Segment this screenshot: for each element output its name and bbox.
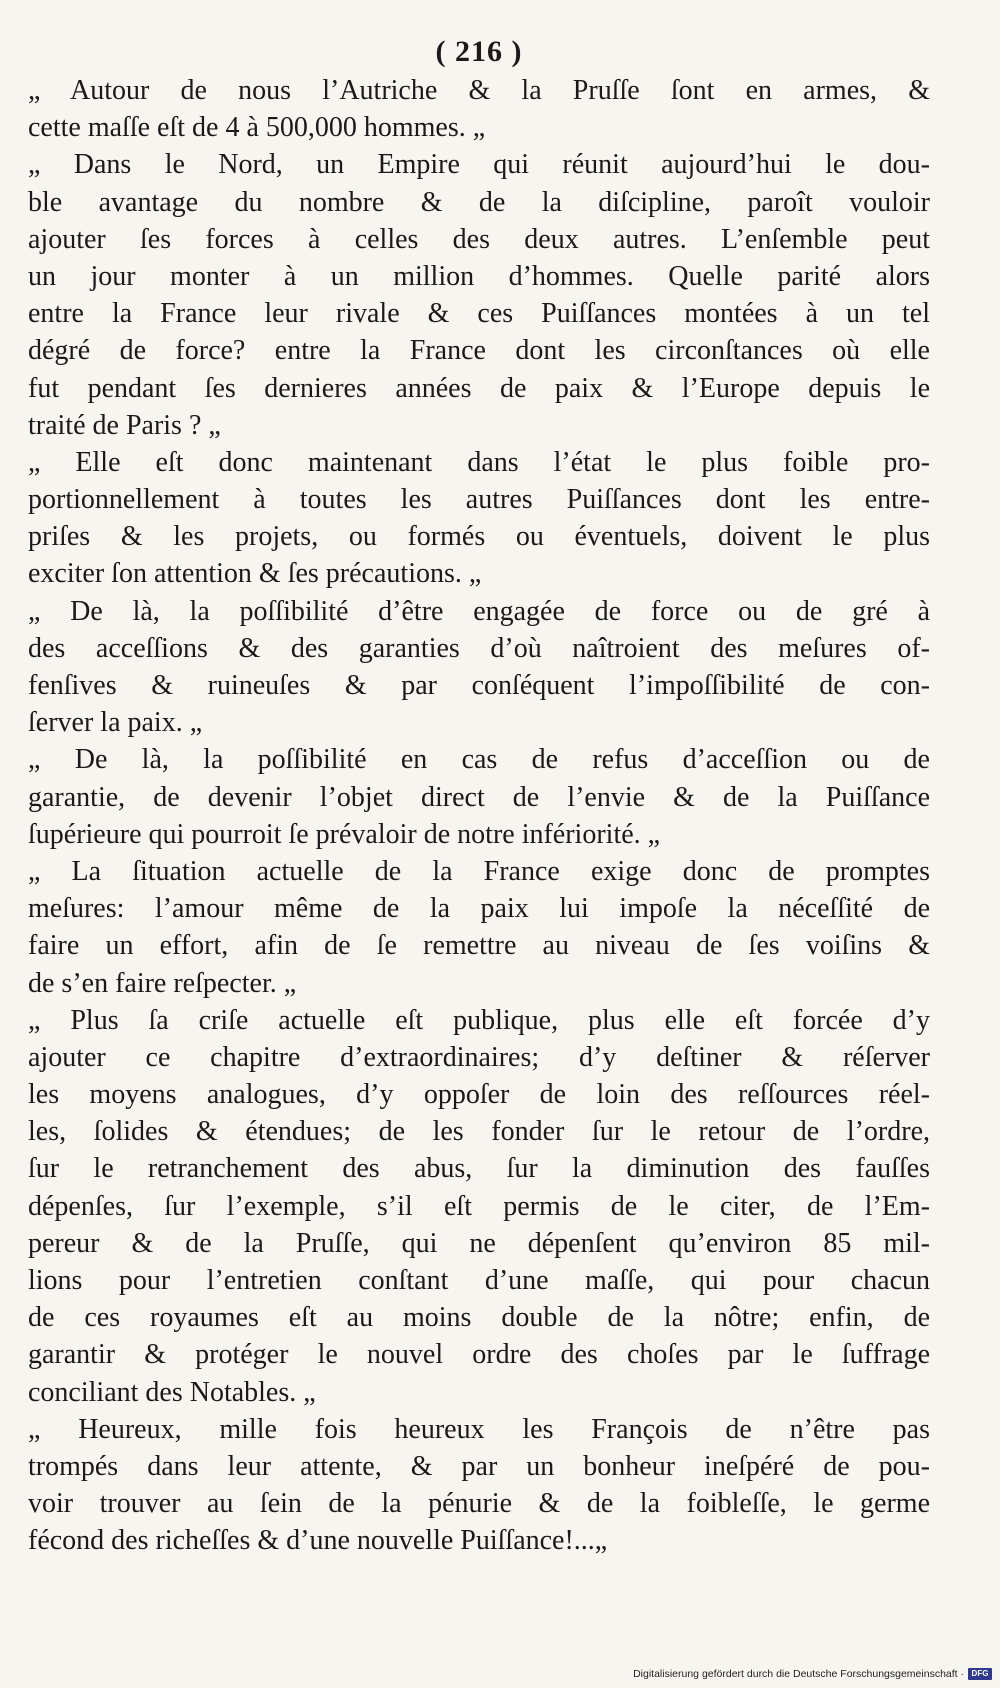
text-line: fenſives & ruineuſes & par conſéquent l’impoſſibilité de con-: [28, 670, 930, 701]
text-line: fut pendant ſes dernieres années de paix & l’Europe depuis le: [28, 372, 930, 404]
text-line: portionnellement à toutes les autres Puiſſances dont les entre-: [28, 484, 930, 516]
text-line: „ Plus ſa criſe actuelle eſt publique, plus elle eſt forcée d’y: [28, 1004, 930, 1036]
text-line: pereur & de la Pruſſe, qui ne dépenſent qu’environ 85 mil-: [28, 1227, 930, 1259]
text-line: ſur le retranchement des abus, ſur la diminution des fauſſes: [28, 1153, 930, 1185]
text-line: meſures: l’amour même de la paix lui impoſe la néceſſité de: [28, 893, 930, 925]
text-line: „ De là, la poſſibilité en cas de refus d’acceſſion ou de: [28, 744, 930, 776]
text-line: „ Heureux, mille fois heureux les François de n’être pas: [28, 1413, 930, 1445]
text-line: exciter ſon attention & ſes précautions. „: [28, 558, 482, 590]
text-line: lions pour l’entretien conſtant d’une maſſe, qui pour chacun: [28, 1265, 930, 1296]
page-text-block: [28, 36, 930, 1560]
dfg-logo: DFG: [968, 1668, 992, 1680]
text-line: garantie, de devenir l’objet direct de l’envie & de la Puiſſance: [28, 781, 930, 813]
text-line: „ Autour de nous l’Autriche & la Pruſſe ſont en armes, &: [28, 75, 930, 106]
text-line: voir trouver au ſein de la pénurie & de la foibleſſe, le germe: [28, 1488, 930, 1520]
text-line: cette maſſe eſt de 4 à 500,000 hommes. „: [28, 112, 486, 144]
text-line: „ De là, la poſſibilité d’être engagée de force ou de gré à: [28, 595, 930, 627]
text-line: ajouter ce chapitre d’extraordinaires; d’y deſtiner & réſerver: [28, 1041, 930, 1073]
text-line: ajouter ſes forces à celles des deux autres. L’enſemble peut: [28, 223, 930, 255]
text-line: „ Dans le Nord, un Empire qui réunit aujourd’hui le dou-: [28, 149, 930, 181]
text-line: dépenſes, ſur l’exemple, s’il eſt permis de le citer, de l’Em-: [28, 1190, 930, 1222]
text-line: „ Elle eſt donc maintenant dans l’état le plus foible pro-: [28, 446, 930, 478]
text-line: de ces royaumes eſt au moins double de la nôtre; enfin, de: [28, 1302, 930, 1334]
text-line: de s’en faire reſpecter. „: [28, 967, 297, 999]
text-line: conciliant des Notables. „: [28, 1376, 316, 1408]
text-line: entre la France leur rivale & ces Puiſſances montées à un tel: [28, 298, 930, 330]
text-line: un jour monter à un million d’hommes. Quelle parité alors: [28, 260, 930, 292]
footer-credit-text: Digitalisierung gefördert durch die Deutsche Forschungsgemeinschaft ·: [633, 1668, 964, 1680]
text-lines: [28, 72, 930, 1560]
text-line: traité de Paris ? „: [28, 409, 221, 441]
text-line: les, ſolides & étendues; de les fonder ſur le retour de l’ordre,: [28, 1116, 930, 1148]
text-line: ſerver la paix. „: [28, 707, 203, 739]
text-line: dégré de force? entre la France dont les circonſtances où elle: [28, 335, 930, 367]
text-line: priſes & les projets, ou formés ou éventuels, doivent le plus: [28, 521, 930, 553]
text-line: „ La ſituation actuelle de la France exige donc de promptes: [28, 855, 930, 887]
text-line: faire un effort, afin de ſe remettre au niveau de ſes voiſins &: [28, 930, 930, 962]
text-line: garantir & protéger le nouvel ordre des choſes par le ſuffrage: [28, 1339, 930, 1371]
text-line: trompés dans leur attente, & par un bonheur ineſpéré de pou-: [28, 1450, 930, 1482]
text-line: des acceſſions & des garanties d’où naîtroient des meſures of-: [28, 632, 930, 664]
text-line: fécond des richeſſes & d’une nouvelle Puiſſance!...„: [28, 1525, 608, 1557]
text-line: les moyens analogues, d’y oppoſer de loin des reſſources réel-: [28, 1079, 930, 1111]
text-line: ſupérieure qui pourroit ſe prévaloir de notre infériorité. „: [28, 818, 661, 850]
page-number: ( 216 ): [435, 35, 523, 68]
footer-credit: [633, 1668, 992, 1680]
text-line: ble avantage du nombre & de la diſcipline, paroît vouloir: [28, 186, 930, 218]
